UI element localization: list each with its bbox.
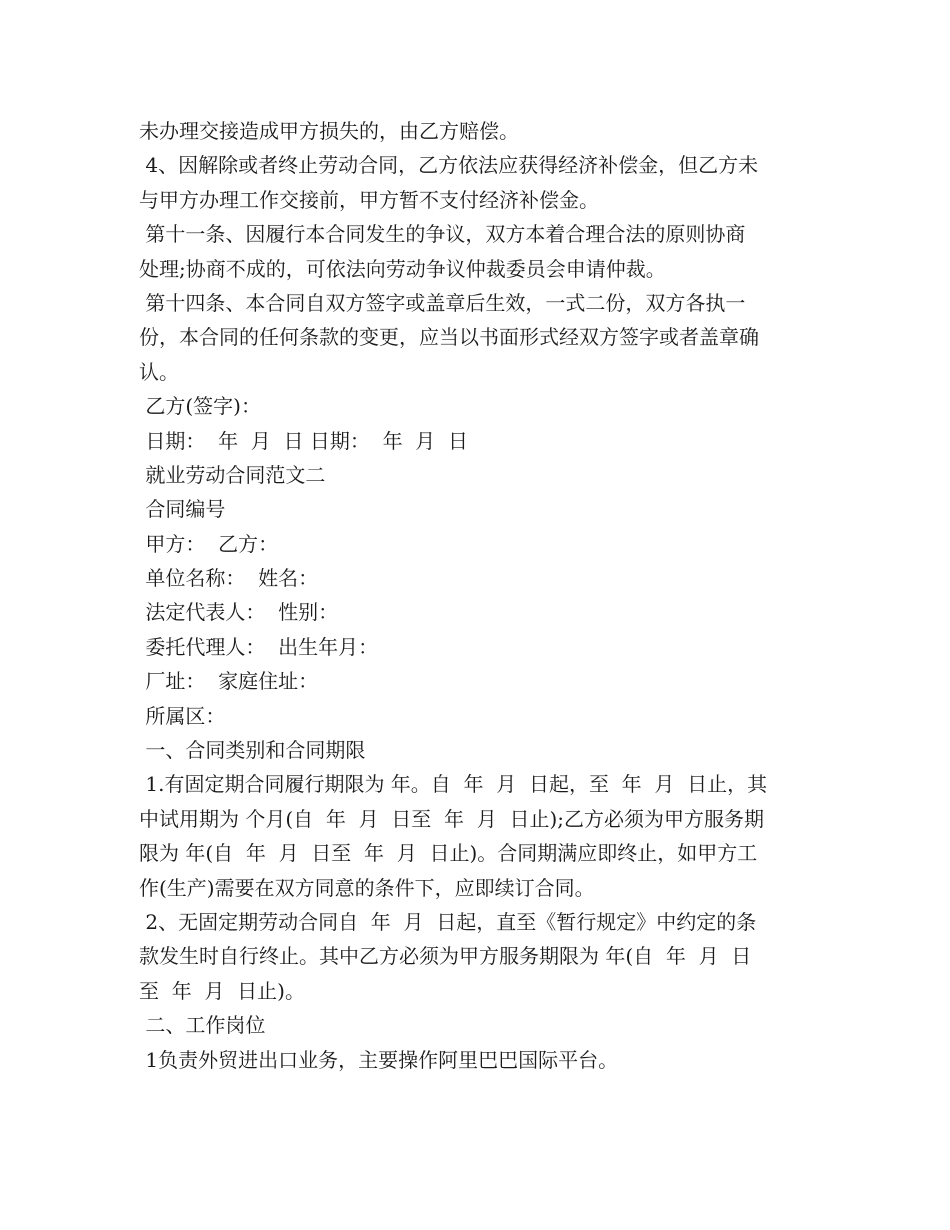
text-line: 款发生时自行终止。其中乙方必须为甲方服务期限为 年(自 年 月 日 [139, 944, 752, 969]
section-heading: 二、工作岗位 [139, 1013, 266, 1038]
text-line: 中试用期为 个月(自 年 月 日至 年 月 日止);乙方必须为甲方服务期 [139, 806, 764, 831]
text-line: 与甲方办理工作交接前，甲方暂不支付经济补偿金。 [139, 187, 599, 212]
contract-number-label: 合同编号 [139, 497, 226, 522]
date-line: 日期： 年 月 日 日期： 年 月 日 [139, 428, 469, 453]
text-line: 第十一条、因履行本合同发生的争议，双方本着合理合法的原则协商 [139, 222, 746, 247]
text-line: 4、因解除或者终止劳动合同，乙方依法应获得经济补偿金，但乙方未 [139, 153, 759, 178]
form-field-line: 厂址： 家庭住址： [139, 669, 319, 694]
text-line: 至 年 月 日止)。 [139, 978, 305, 1003]
text-line: 限为 年(自 年 月 日至 年 月 日止)。合同期满应即终止，如甲方工 [139, 841, 758, 866]
document-body [139, 114, 819, 1077]
text-line: 1负责外贸进出口业务，主要操作阿里巴巴国际平台。 [139, 1047, 619, 1072]
form-field-line: 单位名称： 姓名： [139, 566, 319, 591]
form-field-line: 法定代表人： 性别： [139, 600, 339, 625]
section-title: 就业劳动合同范文二 [139, 462, 326, 487]
text-line: 2、无固定期劳动合同自 年 月 日起，直至《暂行规定》中约定的条 [139, 909, 757, 934]
party-labels: 甲方： 乙方： [139, 531, 279, 556]
form-field-line: 所属区： [139, 703, 226, 728]
text-line: 未办理交接造成甲方损失的，由乙方赔偿。 [139, 119, 519, 143]
text-line: 份，本合同的任何条款的变更，应当以书面形式经双方签字或者盖章确 [139, 325, 759, 350]
signature-line: 乙方(签字)： [139, 394, 261, 419]
section-heading: 一、合同类别和合同期限 [139, 738, 366, 763]
text-line: 认。 [139, 359, 179, 384]
text-line: 1.有固定期合同履行期限为 年。自 年 月 日起，至 年 月 日止，其 [139, 772, 768, 797]
text-line: 处理;协商不成的，可依法向劳动争议仲裁委员会申请仲裁。 [139, 256, 666, 281]
text-line: 第十四条、本合同自双方签字或盖章后生效，一式二份，双方各执一 [139, 290, 746, 315]
text-line: 作(生产)需要在双方同意的条件下，应即续订合同。 [139, 875, 595, 900]
form-field-line: 委托代理人： 出生年月： [139, 634, 379, 659]
